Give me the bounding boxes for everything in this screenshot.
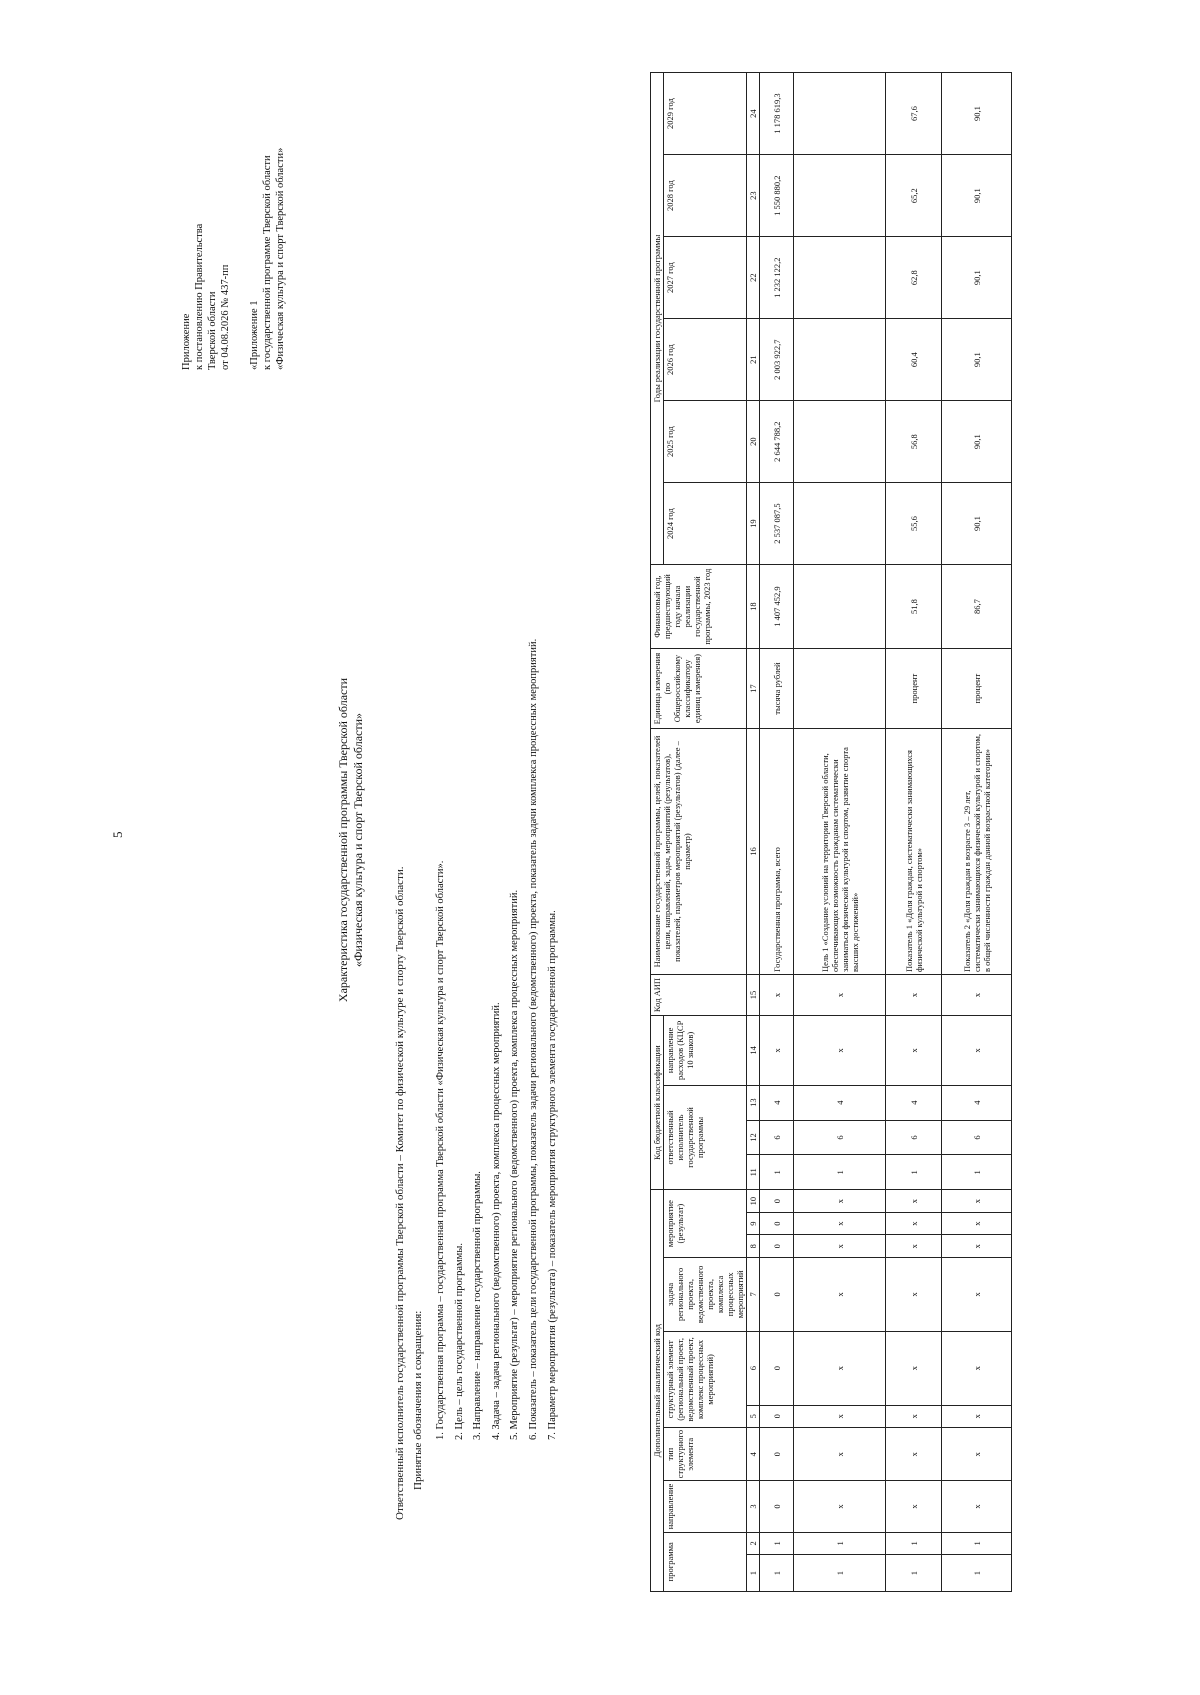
code-cell: 0 [760,1405,794,1428]
code-cell: x [886,975,942,1016]
col-num: 18 [747,565,760,649]
year-value-cell: 90,1 [942,237,1012,319]
year-value-cell: 90,1 [942,319,1012,401]
table-row [942,73,1012,1592]
landscape-page [60,40,1145,1640]
abbr-item: 2. Цель – цель государственной программы. [453,1243,465,1440]
col-num: 17 [747,649,760,729]
col-num: 10 [747,1190,760,1213]
year-value-cell [794,155,886,237]
abbreviations-heading: Принятые обозначения и сокращения: [412,1310,424,1490]
code-cell: x [886,1015,942,1085]
col-num: 4 [747,1428,760,1481]
year-value-cell: 90,1 [942,155,1012,237]
code-cell: 0 [760,1235,794,1258]
col-num: 23 [747,155,760,237]
code-cell: x [886,1428,942,1481]
col-num: 9 [747,1212,760,1235]
code-cell: x [760,975,794,1016]
abbr-item: 4. Задача – задача регионального (ведомственного) проекта, комплекса процессных мероприятий. [490,1002,502,1440]
code-cell: 1 [942,1555,1012,1592]
code-cell: 1 [794,1555,886,1592]
fin-year-cell: 86,7 [942,565,1012,649]
unit-cell: процент [886,649,942,729]
abbreviations-list [432,639,562,1440]
header-type: тип структурного элемента [664,1428,747,1481]
code-cell: 1 [886,1555,942,1592]
code-cell: x [794,975,886,1016]
fin-year-cell: 1 407 452,9 [760,565,794,649]
unit-cell [794,649,886,729]
col-num: 6 [747,1331,760,1405]
year-value-cell: 1 550 880,2 [760,155,794,237]
column-numbers-row [747,73,760,1592]
header-unit: Единица измерения (по Общероссийскому классификатору единиц измерения) [651,649,747,729]
year-value-cell: 90,1 [942,73,1012,155]
code-cell: 0 [760,1331,794,1405]
col-num: 24 [747,73,760,155]
col-num: 8 [747,1235,760,1258]
header-task: задача регионального проекта, ведомственного проекта, комплекса процессных мероприятий [664,1257,747,1331]
col-num: 22 [747,237,760,319]
code-cell: x [794,1405,886,1428]
code-cell: x [886,1190,942,1213]
code-cell: x [942,1257,1012,1331]
col-num: 15 [747,975,760,1016]
year-value-cell: 55,6 [886,483,942,565]
code-cell: 1 [760,1532,794,1555]
code-cell: 0 [760,1212,794,1235]
col-num: 20 [747,401,760,483]
code-cell: 1 [886,1532,942,1555]
code-cell: x [794,1235,886,1258]
header-year: 2027 год [664,237,747,319]
code-cell: x [942,1015,1012,1085]
year-value-cell: 2 644 788,2 [760,401,794,483]
title-line: «Физическая культура и спорт Тверской области» [351,712,365,968]
code-cell: x [794,1331,886,1405]
abbr-item: 6. Показатель – показатель цели государственной программы, показатель задачи регионального (ведомственного) проекта, показатель задачи комплекса процессных мероприятий. [527,638,539,1440]
code-cell: 4 [794,1085,886,1120]
abbr-item: 1. Государственная программа – государственная программа Тверской области «Физическая культура и спорт Тверской области». [435,860,446,1440]
col-num: 13 [747,1085,760,1120]
name-cell: Показатель 1 «Доля граждан, систематически занимающихся физической культурой и спортом» [886,729,942,975]
name-cell: Показатель 2 «Доля граждан в возрасте 3 – 29 лет, систематически занимающихся физической культурой и спортом, в общей численности граждан данной возрастной категории» [942,729,1012,975]
header-resp: ответственный исполнитель государственной программы [664,1085,747,1190]
code-cell: x [886,1235,942,1258]
col-num: 5 [747,1405,760,1428]
table-row [760,73,794,1592]
code-cell: 1 [794,1155,886,1190]
header-program: программа [664,1532,747,1591]
code-cell: 1 [942,1532,1012,1555]
year-value-cell: 56,8 [886,401,942,483]
code-cell: x [794,1257,886,1331]
col-num: 21 [747,319,760,401]
program-table [650,72,1012,1592]
code-cell: 1 [942,1155,1012,1190]
page-number: 5 [110,831,125,838]
header-year: 2025 год [664,401,747,483]
code-cell: x [886,1212,942,1235]
page-title [336,40,366,1640]
header-year: 2024 год [664,483,747,565]
header-aip: Код АИП [651,975,747,1016]
fin-year-cell [794,565,886,649]
code-cell: x [942,1405,1012,1428]
code-cell: 6 [760,1120,794,1155]
code-cell: x [794,1212,886,1235]
appendix-line: от 04.08.2026 № 437-пп [220,264,231,370]
header-fin-year: Финансовый год, предшествующий году начала реализации государственной программы, 2023 год [651,565,747,649]
header-years: Годы реализации государственной программы [651,73,664,565]
code-cell: x [942,975,1012,1016]
col-num: 3 [747,1481,760,1532]
responsible-executor: Ответственный исполнитель государственной программы Тверской области – Комитет по физической культуре и спорту Тверской области. [394,866,406,1520]
header-expense: направление расходов (КЦСР 10 знаков) [664,1015,747,1085]
code-cell: x [942,1428,1012,1481]
year-value-cell [794,73,886,155]
code-cell: 4 [760,1085,794,1120]
code-cell: x [794,1190,886,1213]
year-value-cell [794,483,886,565]
abbr-item: 3. Направление – направление государственной программы. [472,1171,484,1440]
code-cell: 0 [760,1190,794,1213]
unit-cell: процент [942,649,1012,729]
year-value-cell: 2 003 922,7 [760,319,794,401]
code-cell: 4 [942,1085,1012,1120]
appendix-line: «Приложение 1 [249,300,260,370]
code-cell: 1 [760,1155,794,1190]
code-cell: x [794,1481,886,1532]
header-budget-code: Код бюджетной классификации [651,1015,664,1189]
fin-year-cell: 51,8 [886,565,942,649]
appendix-line: «Физическая культура и спорт Тверской области» [275,147,286,370]
col-num: 16 [747,729,760,975]
code-cell: 0 [760,1257,794,1331]
col-num: 14 [747,1015,760,1085]
col-num: 19 [747,483,760,565]
year-value-cell: 65,2 [886,155,942,237]
header-name: Наименование государственной программы, целей, показателей цели, направлений, задач, мероприятий (результатов), показателей, параметров мероприятий (результатов) (далее – параметр) [651,729,747,975]
code-cell: x [886,1481,942,1532]
code-cell: x [942,1481,1012,1532]
header-year: 2028 год [664,155,747,237]
code-cell: x [886,1257,942,1331]
code-cell: 4 [886,1085,942,1120]
header-direction: направление [664,1481,747,1532]
table-row [794,73,886,1592]
year-value-cell: 62,8 [886,237,942,319]
code-cell: 6 [886,1120,942,1155]
year-value-cell: 90,1 [942,483,1012,565]
year-value-cell: 2 537 087,5 [760,483,794,565]
table-row [886,73,942,1592]
code-cell: 1 [886,1155,942,1190]
header-year: 2029 год [664,73,747,155]
year-value-cell: 60,4 [886,319,942,401]
code-cell: 1 [760,1555,794,1592]
year-value-cell: 1 178 619,3 [760,73,794,155]
col-num: 11 [747,1155,760,1190]
col-num: 7 [747,1257,760,1331]
title-line: Характеристика государственной программы Тверской области [336,677,350,1003]
code-cell: x [794,1015,886,1085]
code-cell: x [942,1331,1012,1405]
header-event: мероприятие (результат) [664,1190,747,1258]
abbr-item: 7. Параметр мероприятия (результата) – показатель мероприятия структурного элемента государственной программы. [546,910,558,1440]
col-num: 1 [747,1555,760,1592]
year-value-cell: 1 232 122,2 [760,237,794,319]
name-cell: Государственная программа, всего [760,729,794,975]
appendix-line: Приложение [181,313,192,370]
year-value-cell: 67,6 [886,73,942,155]
code-cell: 6 [794,1120,886,1155]
appendix-line: к государственной программе Тверской области [262,155,273,370]
col-num: 2 [747,1532,760,1555]
appendix-line: Тверской области [207,291,218,370]
appendix-line: к постановлению Правительства [194,223,205,370]
appendix-block [180,148,287,370]
code-cell: 6 [942,1120,1012,1155]
year-value-cell [794,319,886,401]
header-struct: структурный элемент (региональный проект, ведомственный проект, комплекс процессных мероприятий) [664,1331,747,1427]
year-value-cell [794,237,886,319]
code-cell: 0 [760,1428,794,1481]
year-value-cell [794,401,886,483]
code-cell: x [886,1405,942,1428]
code-cell: x [794,1428,886,1481]
code-cell: 1 [794,1532,886,1555]
header-year: 2026 год [664,319,747,401]
code-cell: x [942,1212,1012,1235]
year-value-cell: 90,1 [942,401,1012,483]
code-cell: x [886,1331,942,1405]
code-cell: x [942,1235,1012,1258]
code-cell: x [760,1015,794,1085]
code-cell: x [942,1190,1012,1213]
name-cell: Цель 1 «Создание условий на территории Тверской области, обеспечивающих возможность гражданам систематически заниматься физической культурой и спортом, развитие спорта высших достижений» [794,729,886,975]
header-additional-code: Дополнительный аналитический код [651,1190,664,1592]
col-num: 12 [747,1120,760,1155]
code-cell: 0 [760,1481,794,1532]
abbr-item: 5. Мероприятие (результат) – мероприятие регионального (ведомственного) проекта, комплекса процессных мероприятий. [509,889,521,1440]
unit-cell: тысяча рублей [760,649,794,729]
